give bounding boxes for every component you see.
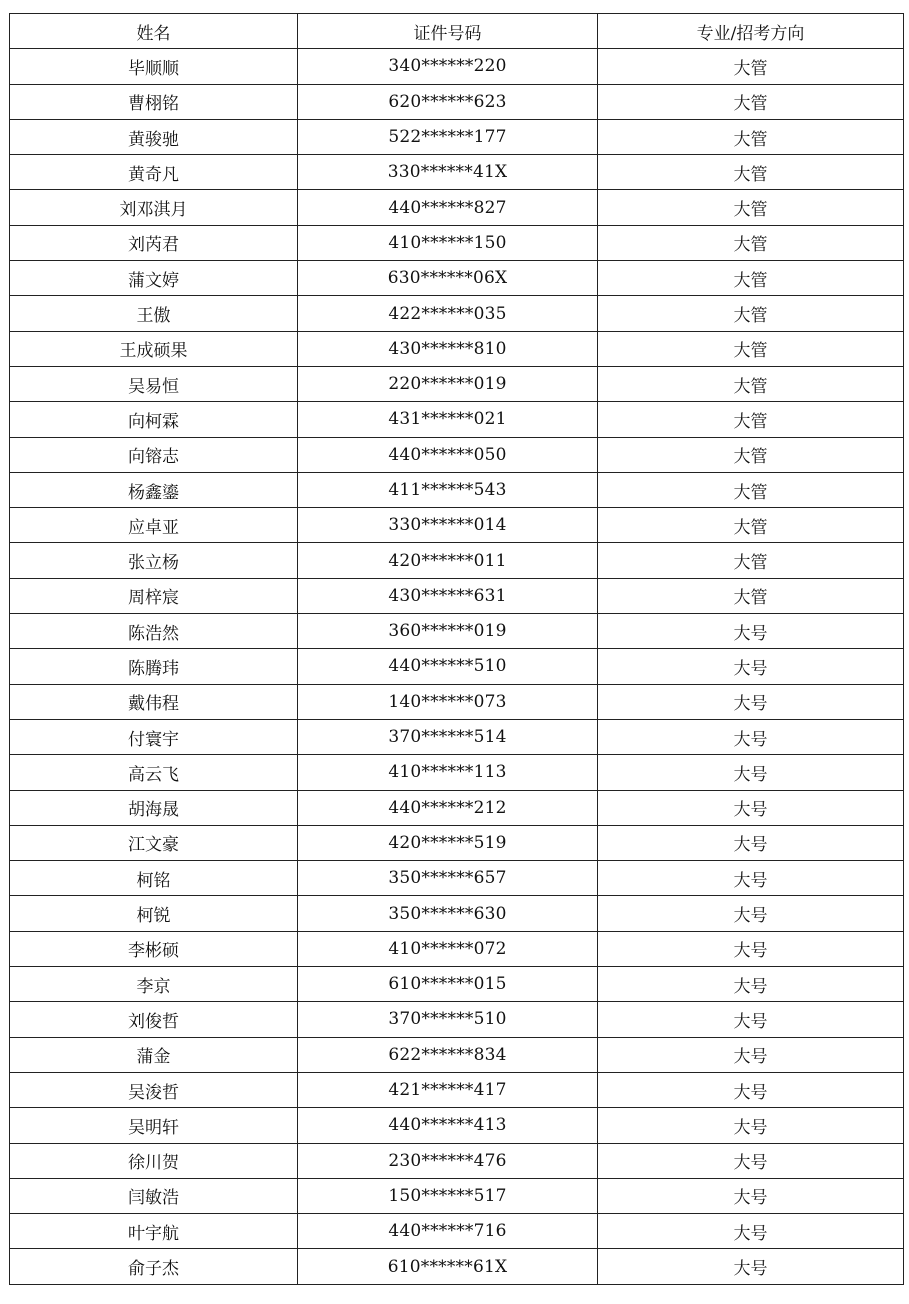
table-row [10, 84, 904, 119]
major-cell: 大号 [598, 614, 904, 649]
id-number-cell: 422******035 [298, 296, 598, 331]
name-cell: 江文豪 [10, 825, 298, 860]
table-row [10, 119, 904, 154]
major-cell: 大管 [598, 296, 904, 331]
major-cell: 大号 [598, 755, 904, 790]
table-row [10, 861, 904, 896]
major-cell: 大号 [598, 967, 904, 1002]
table-row [10, 543, 904, 578]
table-row [10, 578, 904, 613]
major-cell: 大管 [598, 402, 904, 437]
table-row [10, 508, 904, 543]
id-number-cell: 350******657 [298, 861, 598, 896]
table-row [10, 437, 904, 472]
table-row [10, 1249, 904, 1284]
id-number-cell: 622******834 [298, 1037, 598, 1072]
name-cell: 黄骏驰 [10, 119, 298, 154]
header-name: 姓名 [10, 14, 298, 49]
table-row [10, 1002, 904, 1037]
id-number-cell: 220******019 [298, 366, 598, 401]
table-row [10, 1214, 904, 1249]
table-row [10, 931, 904, 966]
table-row [10, 684, 904, 719]
name-cell: 徐川贺 [10, 1143, 298, 1178]
name-cell: 柯铭 [10, 861, 298, 896]
table-row [10, 896, 904, 931]
header-id-number: 证件号码 [298, 14, 598, 49]
table-row [10, 755, 904, 790]
name-cell: 杨鑫鎏 [10, 472, 298, 507]
id-number-cell: 440******212 [298, 790, 598, 825]
name-cell: 李京 [10, 967, 298, 1002]
id-number-cell: 610******61X [298, 1249, 598, 1284]
major-cell: 大号 [598, 1214, 904, 1249]
table-row [10, 1108, 904, 1143]
name-cell: 吴浚哲 [10, 1072, 298, 1107]
name-cell: 柯锐 [10, 896, 298, 931]
major-cell: 大管 [598, 119, 904, 154]
major-cell: 大号 [598, 1037, 904, 1072]
id-number-cell: 410******150 [298, 225, 598, 260]
id-number-cell: 330******41X [298, 155, 598, 190]
table-row [10, 1072, 904, 1107]
table-row [10, 402, 904, 437]
table-row [10, 366, 904, 401]
major-cell: 大管 [598, 472, 904, 507]
id-number-cell: 330******014 [298, 508, 598, 543]
id-number-cell: 431******021 [298, 402, 598, 437]
id-number-cell: 370******514 [298, 719, 598, 754]
table-row [10, 155, 904, 190]
major-cell: 大号 [598, 649, 904, 684]
id-number-cell: 420******519 [298, 825, 598, 860]
id-number-cell: 440******413 [298, 1108, 598, 1143]
name-cell: 戴伟程 [10, 684, 298, 719]
major-cell: 大号 [598, 684, 904, 719]
id-number-cell: 421******417 [298, 1072, 598, 1107]
name-cell: 李彬硕 [10, 931, 298, 966]
name-cell: 陈浩然 [10, 614, 298, 649]
name-cell: 吴易恒 [10, 366, 298, 401]
name-cell: 刘俊哲 [10, 1002, 298, 1037]
major-cell: 大号 [598, 825, 904, 860]
name-cell: 蒲金 [10, 1037, 298, 1072]
major-cell: 大管 [598, 578, 904, 613]
table-row [10, 225, 904, 260]
roster-table [9, 13, 904, 1285]
name-cell: 黄奇凡 [10, 155, 298, 190]
name-cell: 叶宇航 [10, 1214, 298, 1249]
name-cell: 张立杨 [10, 543, 298, 578]
id-number-cell: 430******631 [298, 578, 598, 613]
id-number-cell: 350******630 [298, 896, 598, 931]
major-cell: 大号 [598, 1072, 904, 1107]
major-cell: 大管 [598, 261, 904, 296]
major-cell: 大号 [598, 1249, 904, 1284]
id-number-cell: 440******827 [298, 190, 598, 225]
name-cell: 向柯霖 [10, 402, 298, 437]
major-cell: 大管 [598, 225, 904, 260]
id-number-cell: 340******220 [298, 49, 598, 84]
table-row [10, 49, 904, 84]
major-cell: 大管 [598, 155, 904, 190]
name-cell: 周梓宸 [10, 578, 298, 613]
name-cell: 刘邓淇月 [10, 190, 298, 225]
name-cell: 毕顺顺 [10, 49, 298, 84]
name-cell: 王成硕果 [10, 331, 298, 366]
header-major: 专业/招考方向 [598, 14, 904, 49]
table-row [10, 296, 904, 331]
name-cell: 蒲文婷 [10, 261, 298, 296]
major-cell: 大号 [598, 896, 904, 931]
id-number-cell: 410******113 [298, 755, 598, 790]
name-cell: 俞子杰 [10, 1249, 298, 1284]
table-row [10, 825, 904, 860]
id-number-cell: 630******06X [298, 261, 598, 296]
table-row [10, 790, 904, 825]
id-number-cell: 360******019 [298, 614, 598, 649]
table-row [10, 719, 904, 754]
name-cell: 胡海晟 [10, 790, 298, 825]
name-cell: 陈腾玮 [10, 649, 298, 684]
name-cell: 曹栩铭 [10, 84, 298, 119]
id-number-cell: 150******517 [298, 1178, 598, 1213]
major-cell: 大管 [598, 84, 904, 119]
table-row [10, 472, 904, 507]
table-row [10, 261, 904, 296]
major-cell: 大号 [598, 1143, 904, 1178]
table-row [10, 614, 904, 649]
id-number-cell: 522******177 [298, 119, 598, 154]
major-cell: 大号 [598, 790, 904, 825]
name-cell: 王傲 [10, 296, 298, 331]
table-row [10, 1178, 904, 1213]
id-number-cell: 440******510 [298, 649, 598, 684]
id-number-cell: 620******623 [298, 84, 598, 119]
id-number-cell: 440******716 [298, 1214, 598, 1249]
name-cell: 高云飞 [10, 755, 298, 790]
table-row [10, 649, 904, 684]
id-number-cell: 440******050 [298, 437, 598, 472]
table-row [10, 331, 904, 366]
major-cell: 大号 [598, 1002, 904, 1037]
header-row [10, 14, 904, 49]
id-number-cell: 610******015 [298, 967, 598, 1002]
major-cell: 大号 [598, 719, 904, 754]
name-cell: 付寰宇 [10, 719, 298, 754]
table-row [10, 1037, 904, 1072]
table-row [10, 190, 904, 225]
major-cell: 大管 [598, 49, 904, 84]
name-cell: 刘芮君 [10, 225, 298, 260]
id-number-cell: 420******011 [298, 543, 598, 578]
major-cell: 大管 [598, 331, 904, 366]
table-row [10, 967, 904, 1002]
major-cell: 大管 [598, 543, 904, 578]
id-number-cell: 411******543 [298, 472, 598, 507]
major-cell: 大号 [598, 1178, 904, 1213]
name-cell: 闫敏浩 [10, 1178, 298, 1213]
major-cell: 大号 [598, 861, 904, 896]
major-cell: 大管 [598, 366, 904, 401]
major-cell: 大号 [598, 1108, 904, 1143]
table-row [10, 1143, 904, 1178]
id-number-cell: 370******510 [298, 1002, 598, 1037]
major-cell: 大管 [598, 508, 904, 543]
id-number-cell: 140******073 [298, 684, 598, 719]
table-body [10, 49, 904, 1284]
major-cell: 大管 [598, 437, 904, 472]
id-number-cell: 430******810 [298, 331, 598, 366]
major-cell: 大号 [598, 931, 904, 966]
id-number-cell: 230******476 [298, 1143, 598, 1178]
major-cell: 大管 [598, 190, 904, 225]
name-cell: 向镕志 [10, 437, 298, 472]
name-cell: 应卓亚 [10, 508, 298, 543]
table-header [10, 14, 904, 49]
id-number-cell: 410******072 [298, 931, 598, 966]
name-cell: 吴明轩 [10, 1108, 298, 1143]
